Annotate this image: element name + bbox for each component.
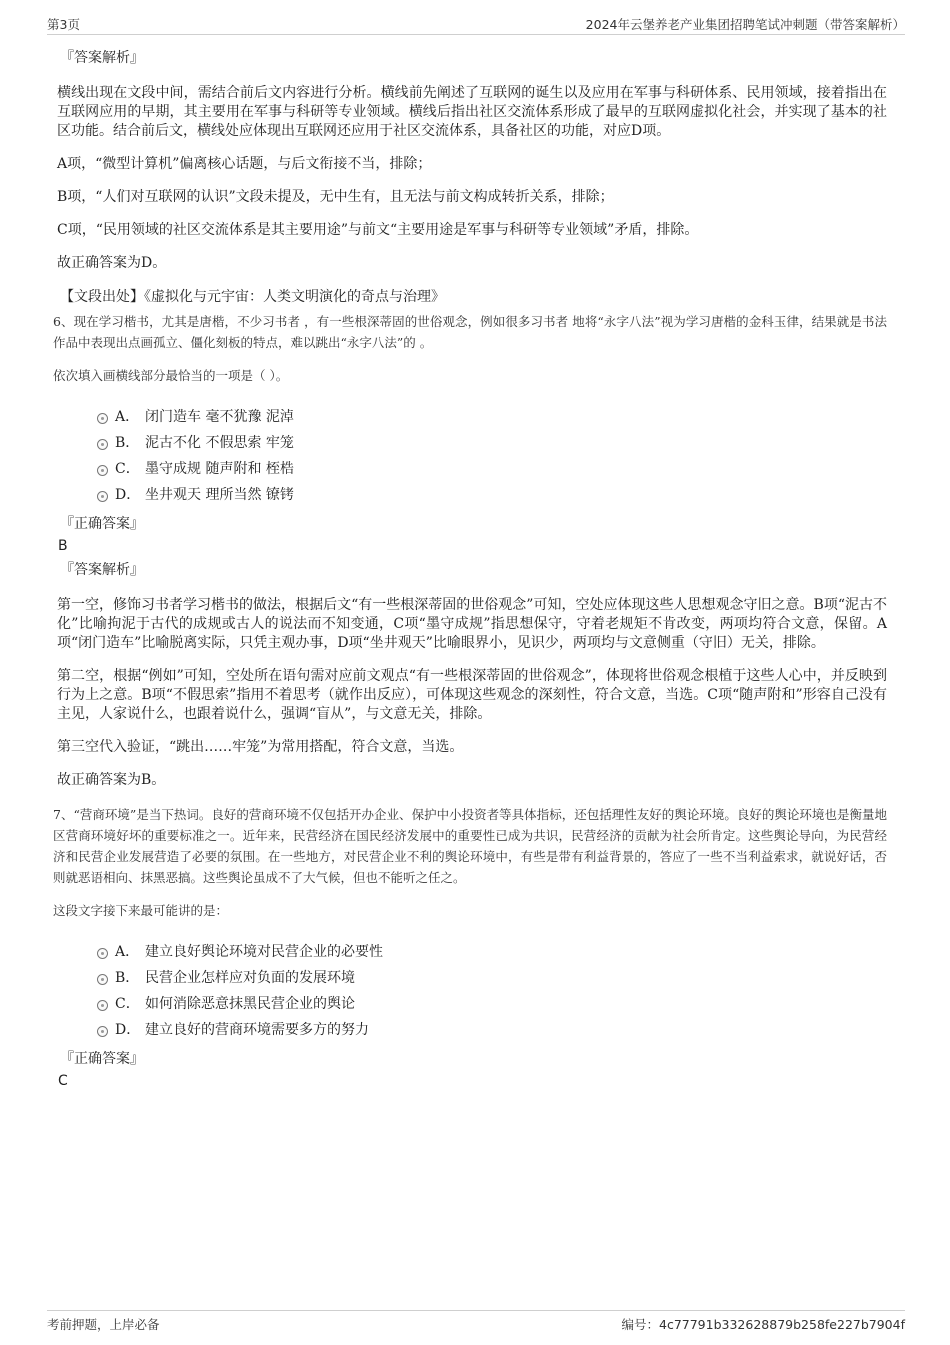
- option-a[interactable]: [97, 939, 887, 965]
- radio-icon[interactable]: [97, 1000, 108, 1011]
- page-number: 第3页: [47, 17, 80, 32]
- analysis-paragraph: 第三空代入验证，“跳出……牢笼”为常用搭配，符合文意，当选。: [57, 739, 464, 755]
- analysis-conclusion: 故正确答案为D。: [57, 255, 167, 271]
- radio-icon[interactable]: [97, 491, 108, 502]
- document-code: 编号：4c77791b332628879b258fe227b7904f: [621, 1317, 905, 1332]
- option-text: 闭门造车 毫不犹豫 泥淖: [145, 409, 294, 425]
- radio-icon[interactable]: [97, 1026, 108, 1037]
- question-6-options: [97, 404, 887, 508]
- analysis-conclusion: 故正确答案为B。: [57, 772, 166, 788]
- footer-slogan: 考前押题，上岸必备: [47, 1317, 160, 1332]
- option-text: 建立良好舆论环境对民营企业的必要性: [145, 944, 383, 960]
- question-6-prompt: 依次填入画横线部分最恰当的一项是（ ）。: [53, 368, 289, 383]
- option-d[interactable]: [97, 1017, 887, 1043]
- option-text: 坐井观天 理所当然 镣铐: [145, 487, 294, 503]
- option-text: 墨守成规 随声附和 桎梏: [145, 461, 294, 477]
- analysis-paragraph: 横线出现在文段中间，需结合前后文内容进行分析。横线前先阐述了互联网的诞生以及应用在军事与科研体系、民用领域，接着指出在互联网应用的早期，其主要用在军事与科研等专业领域。横线后指出社区交流体系形成了最早的互联网虚拟化社会，并实现了基本的社区功能。结合前后文，横线处应体现出互联网还应用于社区交流体系，具备社区的功能，对应D项。: [57, 85, 887, 139]
- passage-source: 【文段出处】《虚拟化与元宇宙：人类文明演化的奇点与治理》: [60, 289, 445, 305]
- option-letter: A．: [115, 409, 140, 425]
- analysis-paragraph: 第一空，修饰习书者学习楷书的做法，根据后文“有一些根深蒂固的世俗观念”可知，空处应体现这些人思想观念守旧之意。B项“泥古不化”比喻拘泥于古代的成规或古人的说法而不知变通，C项“墨守成规”指思想保守，守着老规矩不肯改变，两项均符合文意，保留。A项“闭门造车”比喻脱离实际，只凭主观办事，D项“坐井观天”比喻眼界小，见识少，两项均与文意侧重（守旧）无关，排除。: [57, 597, 887, 651]
- question-7-stem: 7、“营商环境”是当下热词。良好的营商环境不仅包括开办企业、保护中小投资者等具体指标，还包括理性友好的舆论环境。良好的舆论环境也是衡量地区营商环境好坏的重要标准之一。近年来，民营经济在国民经济发展中的重要性已成为共识，民营经济的贡献为社会所肯定。这些舆论导向，为民营经济和民营企业发展营造了必要的氛围。在一些地方，对民营企业不利的舆论环境中，有些是带有利益背景的，答应了一些不当利益索求，就说好话，否则就恶语相向、抹黑恶搞。这些舆论虽成不了大气候，但也不能听之任之。: [53, 807, 887, 885]
- radio-icon[interactable]: [97, 974, 108, 985]
- analysis-paragraph: A项，“微型计算机”偏离核心话题，与后文衔接不当，排除；: [57, 156, 432, 172]
- option-d[interactable]: [97, 482, 887, 508]
- page-footer: [47, 1310, 905, 1333]
- option-text: 泥古不化 不假思索 牢笼: [145, 435, 294, 451]
- option-letter: C．: [115, 461, 140, 477]
- correct-answer: B: [58, 538, 68, 554]
- option-letter: D．: [115, 1022, 141, 1038]
- document-title: 2024年云堡养老产业集团招聘笔试冲刺题（带答案解析）: [585, 17, 905, 32]
- question-7-prompt: 这段文字接下来最可能讲的是：: [53, 903, 229, 918]
- correct-answer-label: 『正确答案』: [60, 516, 144, 532]
- option-b[interactable]: [97, 430, 887, 456]
- correct-answer-label: 『正确答案』: [60, 1051, 144, 1067]
- question-6-stem: 6、现在学习楷书，尤其是唐楷，不少习书者 ，有一些根深蒂固的世俗观念，例如很多习书者 地将“永字八法”视为学习唐楷的金科玉律，结果就是书法作品中表现出点画孤立、僵化刻板的特点，难以跳出“永字八法”的 。: [53, 314, 887, 350]
- analysis-paragraph: 第二空，根据“例如”可知，空处所在语句需对应前文观点“有一些根深蒂固的世俗观念”，体现将世俗观念根植于这些人心中，并反映到行为上之意。B项“不假思索”指用不着思考（就作出反应），可体现这些观念的深刻性，符合文意，当选。C项“随声附和”形容自己没有主见，人家说什么，也跟着说什么，强调“盲从”，与文意无关，排除。: [57, 668, 887, 722]
- option-letter: B．: [115, 435, 140, 451]
- correct-answer: C: [58, 1073, 68, 1089]
- analysis-paragraph: B项，“人们对互联网的认识”文段未提及，无中生有，且无法与前文构成转折关系，排除；: [57, 189, 614, 205]
- radio-icon[interactable]: [97, 465, 108, 476]
- option-c[interactable]: [97, 456, 887, 482]
- option-b[interactable]: [97, 965, 887, 991]
- option-c[interactable]: [97, 991, 887, 1017]
- option-text: 建立良好的营商环境需要多方的努力: [145, 1022, 369, 1038]
- page-content: [53, 48, 887, 1095]
- analysis-label: 『答案解析』: [60, 50, 144, 66]
- option-text: 民营企业怎样应对负面的发展环境: [145, 970, 355, 986]
- option-letter: D．: [115, 487, 141, 503]
- analysis-label: 『答案解析』: [60, 562, 144, 578]
- option-letter: C．: [115, 996, 140, 1012]
- option-text: 如何消除恶意抹黑民营企业的舆论: [145, 996, 355, 1012]
- radio-icon[interactable]: [97, 439, 108, 450]
- radio-icon[interactable]: [97, 413, 108, 424]
- page-header: [47, 14, 905, 35]
- option-letter: B．: [115, 970, 140, 986]
- analysis-paragraph: C项，“民用领域的社区交流体系是其主要用途”与前文“主要用途是军事与科研等专业领域”矛盾，排除。: [57, 222, 699, 238]
- option-a[interactable]: [97, 404, 887, 430]
- question-7-options: [97, 939, 887, 1043]
- option-letter: A．: [115, 944, 140, 960]
- radio-icon[interactable]: [97, 948, 108, 959]
